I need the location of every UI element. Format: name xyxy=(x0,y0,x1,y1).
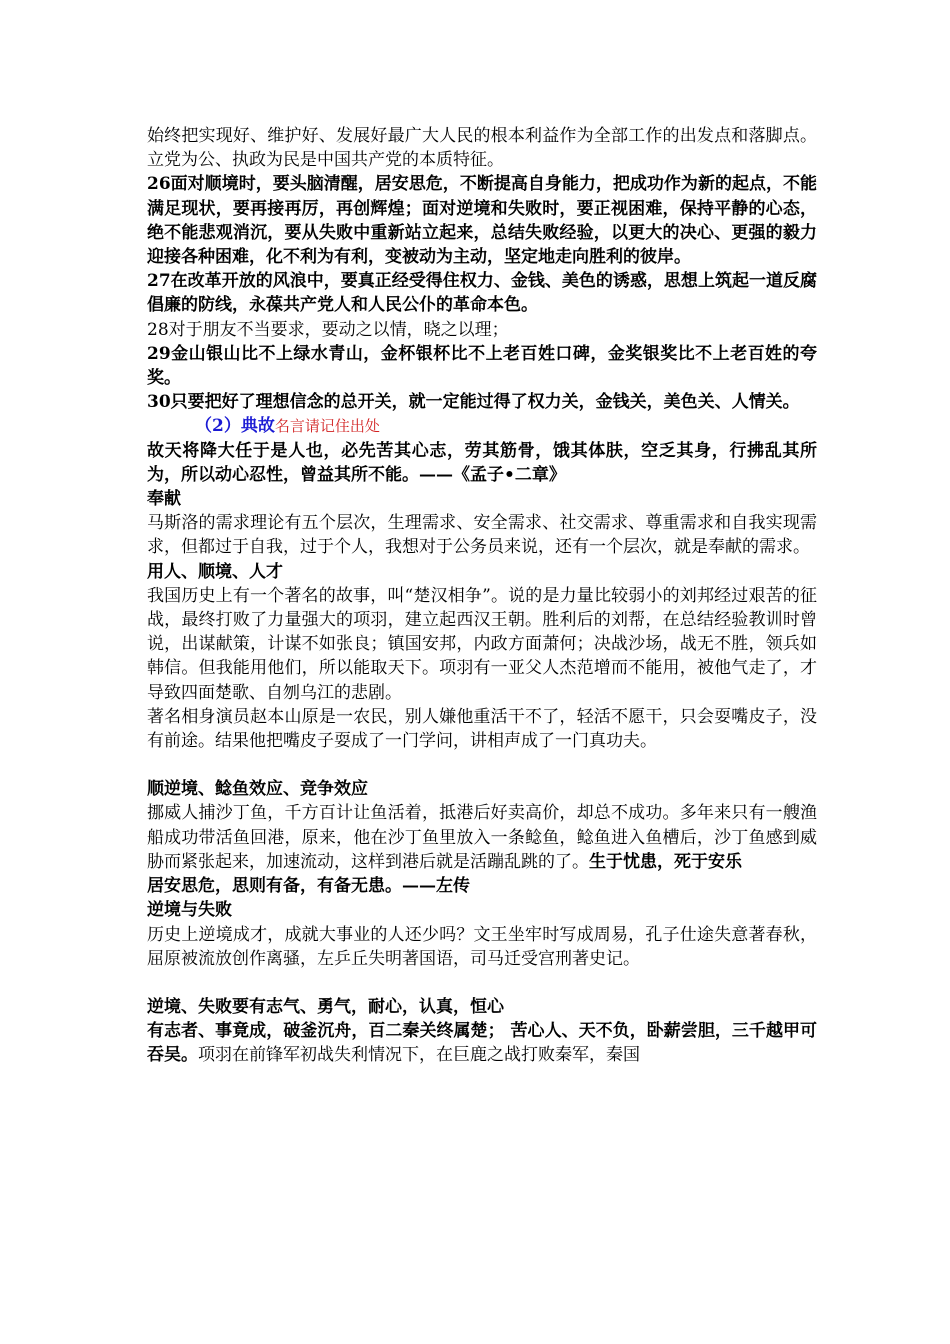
section-note: 名言请记住出处 xyxy=(274,417,380,436)
paragraph-27: 27在改革开放的风浪中，要真正经受得住权力、金钱、美色的诱惑，思想上筑起一道反腐倡廉的防线，永葆共产党人和人民公仆的革命本色。 xyxy=(147,271,817,316)
paragraph-zhaobenshan: 著名相身演员赵本山原是一农民，别人嫌他重活干不了，轻活不愿干，只会耍嘴皮子，没有前途。结果他把嘴皮子耍成了一门学问，讲相声成了一门真功夫。 xyxy=(147,706,817,752)
paragraph-maslow: 马斯洛的需求理论有五个层次，生理需求、安全需求、社交需求、尊重需求和自我实现需求，但都过于自我，过于个人，我想对于公务员来说，还有一个层次，就是奉献的需求。 xyxy=(147,513,817,558)
section-number: （2） xyxy=(195,416,241,437)
paragraph-29: 29金山银山比不上绿水青山，金杯银杯比不上老百姓口碑，金奖银奖比不上老百姓的夸奖。 xyxy=(147,343,817,389)
catfish-text: 挪威人捕沙丁鱼，千方百计让鱼活着，抵港后好卖高价，却总不成功。多年来只有一艘渔船成功带活鱼回港，原来，他在沙丁鱼里放入一条鲶鱼，鲶鱼进入鱼槽后，沙丁鱼感到威胁而紧张起来，加速流动，这样到港后就是活蹦乱跳的了。 xyxy=(147,803,817,872)
last-bold-text: 有志者、事竟成，破釜沉舟，百二秦关终属楚； 苦心人、天不负，卧薪尝胆，三千越甲可吞吴。 xyxy=(147,1021,817,1066)
paragraph-26: 26面对顺境时，要头脑清醒，居安思危，不断提高自身能力，把成功作为新的起点，不能满足现状，要再接再厉，再创辉煌；面对逆境和失败时，要正视困难，保持平静的心态，绝不能悲观消沉，要从失败中重新站立起来，总结失败经验，以更大的决心、更强的毅力迎接各种困难，化不利为有利，变被动为主动，坚定地走向胜利的彼岸。 xyxy=(147,174,817,268)
section-heading xyxy=(147,414,817,438)
section-title: 典故 xyxy=(240,416,275,437)
last-normal-text: 项羽在前锋军初战失利情况下，在巨鹿之战打败秦军，秦国 xyxy=(198,1045,640,1066)
heading-shunni: 顺逆境、鲶鱼效应、竞争效应 xyxy=(147,779,368,800)
paragraph-chuhan: 我国历史上有一个著名的故事，叫“楚汉相争”。说的是力量比较弱小的刘邦经过艰苦的征战，最终打败了力量强大的项羽，建立起西汉王朝。胜利后的刘帮，在总结经验教训时曾说，出谋献策，计谋不如张良；镇国安邦，内政方面萧何；决战沙场，战无不胜，领兵如韩信。但我能用他们，所以能取天下。项羽有一亚父人杰范增而不能用，被他气走了，才导致四面楚歌、自刎乌江的悲剧。 xyxy=(147,585,817,703)
quote-mencius: 故天将降大任于是人也，必先苦其心志，劳其筋骨，饿其体肤，空乏其身，行拂乱其所为，所以动心忍性，曾益其所不能。——《孟子•二章》 xyxy=(147,440,817,485)
heading-nijing: 逆境与失败 xyxy=(147,900,232,921)
blank-line xyxy=(147,753,817,777)
blank-line xyxy=(147,971,817,995)
catfish-bold-text: 生于忧患，死于安乐 xyxy=(589,851,742,872)
paragraph-intro: 始终把实现好、维护好、发展好最广大人民的根本利益作为全部工作的出发点和落脚点。立党为公、执政为民是中国共产党的本质特征。 xyxy=(147,126,817,171)
quote-zuozhuan: 居安思危，思则有备，有备无患。——左传 xyxy=(147,876,470,897)
heading-zhiqi: 逆境、失败要有志气、勇气，耐心，认真，恒心 xyxy=(147,996,504,1017)
paragraph-last xyxy=(147,1019,817,1067)
paragraph-history: 历史上逆境成才，成就大事业的人还少吗？文王坐牢时写成周易，孔子仕途失意著春秋，屈原被流放创作离骚，左乒丘失明著国语，司马迁受宫刑著史记。 xyxy=(147,924,817,969)
paragraph-30: 30只要把好了理想信念的总开关，就一定能过得了权力关，金钱关，美色关、人情关。 xyxy=(147,392,800,413)
document-body xyxy=(147,124,817,1068)
heading-fengxian: 奉献 xyxy=(147,489,181,510)
paragraph-28: 28对于朋友不当要求，要动之以情，晓之以理； xyxy=(147,319,509,340)
paragraph-catfish xyxy=(147,801,817,874)
heading-yongren: 用人、顺境、人才 xyxy=(147,561,283,582)
